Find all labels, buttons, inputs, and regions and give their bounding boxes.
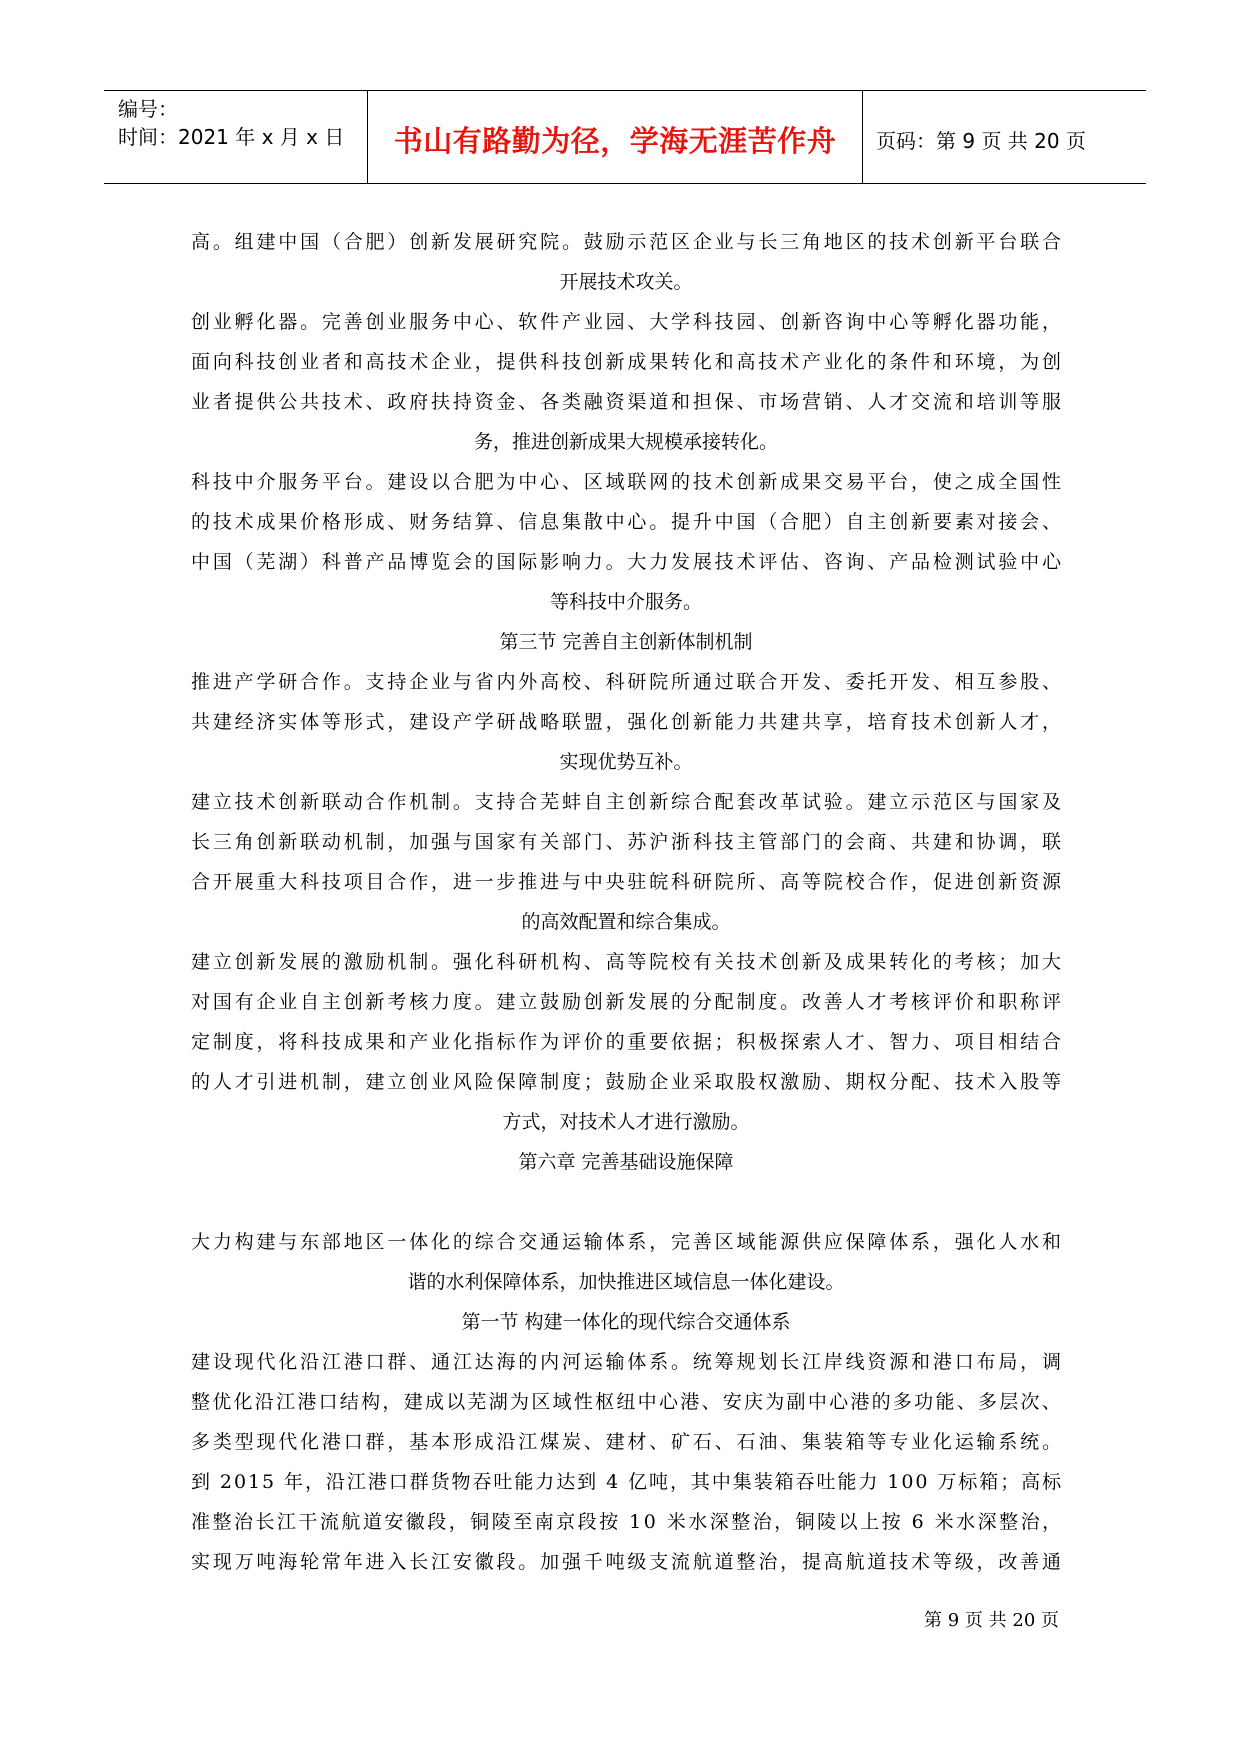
text-line: 科技中介服务平台。建设以合肥为中心、区域联网的技术创新成果交易平台，使之成全国性 <box>191 471 1064 493</box>
page-footer: 第 9 页 共 20 页 <box>924 1610 1059 1631</box>
centered-line: 开展技术攻关。 <box>559 271 693 293</box>
text-line: 整优化沿江港口结构，建成以芜湖为区域性枢纽中心港、安庆为副中心港的多功能、多层次、 <box>191 1391 1064 1413</box>
text-line: 长三角创新联动机制，加强与国家有关部门、苏沪浙科技主管部门的会商、共建和协调，联 <box>191 831 1064 853</box>
header-meta-cell <box>104 91 367 183</box>
text-line: 建设现代化沿江港口群、通江达海的内河运输体系。统筹规划长江岸线资源和港口布局，调 <box>191 1351 1064 1373</box>
motto: 书山有路勤为径，学海无涯苦作舟 <box>393 124 837 158</box>
centered-line: 方式，对技术人才进行激励。 <box>502 1111 750 1133</box>
document-header <box>104 90 1146 184</box>
text-line: 实现万吨海轮常年进入长江安徽段。加强千吨级支流航道整治，提高航道技术等级，改善通 <box>191 1551 1064 1573</box>
text-line: 准整治长江干流航道安徽段，铜陵至南京段按 10 米水深整治，铜陵以上按 6 米水深整治， <box>191 1511 1064 1533</box>
centered-line: 第一节 构建一体化的现代综合交通体系 <box>461 1311 791 1333</box>
text-line: 合开展重大科技项目合作，进一步推进与中央驻皖科研院所、高等院校合作，促进创新资源 <box>191 871 1064 893</box>
centered-line: 谐的水利保障体系，加快推进区域信息一体化建设。 <box>407 1271 845 1293</box>
centered-line: 等科技中介服务。 <box>549 591 702 613</box>
text-line: 定制度，将科技成果和产业化指标作为评价的重要依据；积极探索人才、智力、项目相结合 <box>191 1031 1064 1053</box>
text-line: 的人才引进机制，建立创业风险保障制度；鼓励企业采取股权激励、期权分配、技术入股等 <box>191 1071 1064 1093</box>
text-line: 共建经济实体等形式，建设产学研战略联盟，强化创新能力共建共享，培育技术创新人才， <box>191 711 1064 733</box>
centered-line: 的高效配置和综合集成。 <box>521 911 731 933</box>
text-line: 的技术成果价格形成、财务结算、信息集散中心。提升中国（合肥）自主创新要素对接会、 <box>191 511 1064 533</box>
text-line: 业者提供公共技术、政府扶持资金、各类融资渠道和担保、市场营销、人才交流和培训等服 <box>191 391 1064 413</box>
centered-line: 第三节 完善自主创新体制机制 <box>499 631 753 653</box>
time-label: 时间：2021 年 x 月 x 日 <box>118 125 345 149</box>
centered-line: 务，推进创新成果大规模承接转化。 <box>473 431 778 453</box>
page-label: 页码：第 9 页 共 20 页 <box>876 129 1086 153</box>
number-label: 编号： <box>118 97 178 121</box>
text-line: 建立创新发展的激励机制。强化科研机构、高等院校有关技术创新及成果转化的考核；加大 <box>191 951 1064 973</box>
text-line: 中国（芜湖）科普产品博览会的国际影响力。大力发展技术评估、咨询、产品检测试验中心 <box>191 551 1064 573</box>
text-line: 推进产学研合作。支持企业与省内外高校、科研院所通过联合开发、委托开发、相互参股、 <box>191 671 1064 693</box>
text-line: 到 2015 年，沿江港口群货物吞吐能力达到 4 亿吨，其中集装箱吞吐能力 100 万标箱；高标 <box>191 1471 1064 1493</box>
text-line: 创业孵化器。完善创业服务中心、软件产业园、大学科技园、创新咨询中心等孵化器功能， <box>191 311 1064 333</box>
text-line: 建立技术创新联动合作机制。支持合芜蚌自主创新综合配套改革试验。建立示范区与国家及 <box>191 791 1064 813</box>
header-page-cell <box>862 91 1146 183</box>
header-motto-cell <box>367 91 863 183</box>
text-line: 面向科技创业者和高技术企业，提供科技创新成果转化和高技术产业化的条件和环境，为创 <box>191 351 1064 373</box>
centered-line: 实现优势互补。 <box>559 751 693 773</box>
body-text <box>191 222 1064 1582</box>
blank-line <box>191 1182 1061 1222</box>
text-line: 对国有企业自主创新考核力度。建立鼓励创新发展的分配制度。改善人才考核评价和职称评 <box>191 991 1064 1013</box>
text-line: 高。组建中国（合肥）创新发展研究院。鼓励示范区企业与长三角地区的技术创新平台联合 <box>191 231 1064 253</box>
text-line: 多类型现代化港口群，基本形成沿江煤炭、建材、矿石、石油、集装箱等专业化运输系统。 <box>191 1431 1064 1453</box>
text-line: 大力构建与东部地区一体化的综合交通运输体系，完善区域能源供应保障体系，强化人水和 <box>191 1231 1064 1253</box>
centered-line: 第六章 完善基础设施保障 <box>518 1151 734 1173</box>
